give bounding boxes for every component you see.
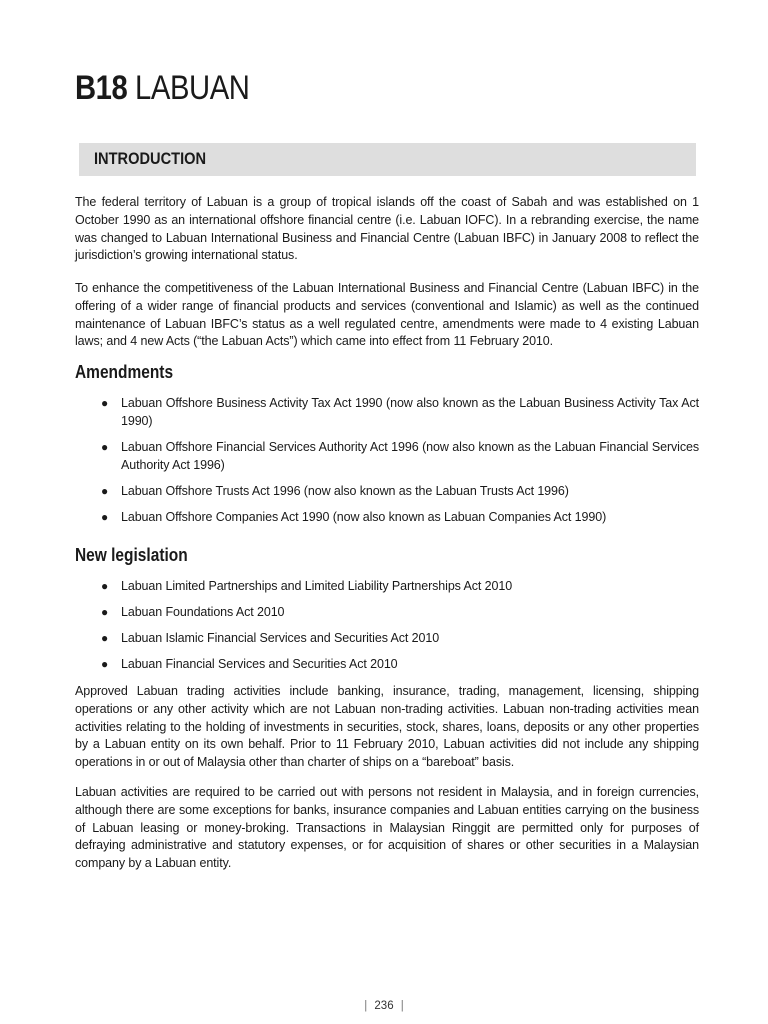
list-item: ● Labuan Offshore Financial Services Authority Act 1996 (now also known as the Labuan Financial Services Authority Act 1996) (101, 440, 699, 472)
new-legislation-list (75, 577, 699, 673)
page-footer (0, 1000, 768, 1012)
list-item: ● Labuan Offshore Business Activity Tax Act 1990 (now also known as the Labuan Business Activity Tax Act 1990) (101, 396, 699, 428)
section-title: INTRODUCTION (94, 149, 207, 168)
list-item: ● Labuan Offshore Companies Act 1990 (now also known as Labuan Companies Act 1990) (101, 510, 607, 524)
list-item: ● Labuan Offshore Trusts Act 1996 (now also known as the Labuan Trusts Act 1996) (101, 484, 569, 498)
bullet-icon: ● (101, 484, 109, 498)
paragraph-non-resident: Labuan activities are required to be carried out with persons not resident in Malaysia, and in foreign currencies, although there are some exceptions for banks, insurance companies and Labuan entities carrying on the business of Labuan leasing or money-broking. Transactions in Malaysian Ringgit are permitted only for purposes of defraying administrative and statutory expenses, or for acquisition of shares or other securities in a Malaysian company by a Labuan entity. (75, 785, 699, 871)
list-item: ● Labuan Islamic Financial Services and Securities Act 2010 (101, 631, 440, 645)
chapter-code: B18 (75, 69, 128, 107)
bullet-icon: ● (101, 396, 109, 410)
paragraph-intro: The federal territory of Labuan is a group of tropical islands off the coast of Sabah and was established on 1 October 1990 as an international offshore financial centre (i.e. Labuan IOFC). In a rebranding exercise, the name was changed to Labuan International Business and Financial Centre (Labuan IBFC) in January 2008 to reflect the jurisdiction’s growing international status. (75, 195, 699, 263)
chapter-title: LABUAN (135, 69, 250, 107)
section-header-bar (79, 143, 696, 176)
amendments-list (75, 394, 699, 526)
page-number: 236 (374, 1000, 394, 1012)
list-item: ● Labuan Financial Services and Securities Act 2010 (101, 657, 398, 671)
bullet-icon: ● (101, 605, 109, 619)
divider: | (400, 1000, 404, 1012)
bullet-icon: ● (101, 631, 109, 645)
list-item: ● Labuan Limited Partnerships and Limited Liability Partnerships Act 2010 (101, 579, 513, 593)
bullet-icon: ● (101, 657, 109, 671)
bullet-icon: ● (101, 510, 109, 524)
divider: | (364, 1000, 368, 1012)
new-legislation-heading: New legislation (75, 545, 188, 565)
list-item: ● Labuan Foundations Act 2010 (101, 605, 285, 619)
paragraph-trading-activities: Approved Labuan trading activities include banking, insurance, trading, management, licensing, shipping operations or any other activity which are not Labuan non-trading activities. Labuan non-trading activities mean activities relating to the holding of investments in securities, stock, shares, loans, deposits or any other properties by a Labuan entity on its own behalf. Prior to 11 February 2010, Labuan activities did not include any shipping operations in or out of Malaysia other than charter of ships on a “bareboat” basis. (75, 684, 699, 770)
bullet-icon: ● (101, 440, 109, 454)
paragraph-competitiveness: To enhance the competitiveness of the Labuan International Business and Financial Centre (Labuan IBFC) in the offering of a wider range of financial products and services (conventional and Islamic) as well as the continued maintenance of Labuan IBFC’s status as a well regulated centre, amendments were made to 4 existing Labuan laws; and 4 new Acts (“the Labuan Acts”) which came into effect from 11 February 2010. (75, 281, 699, 349)
page-title (75, 66, 249, 110)
bullet-icon: ● (101, 579, 109, 593)
amendments-heading: Amendments (75, 362, 174, 382)
